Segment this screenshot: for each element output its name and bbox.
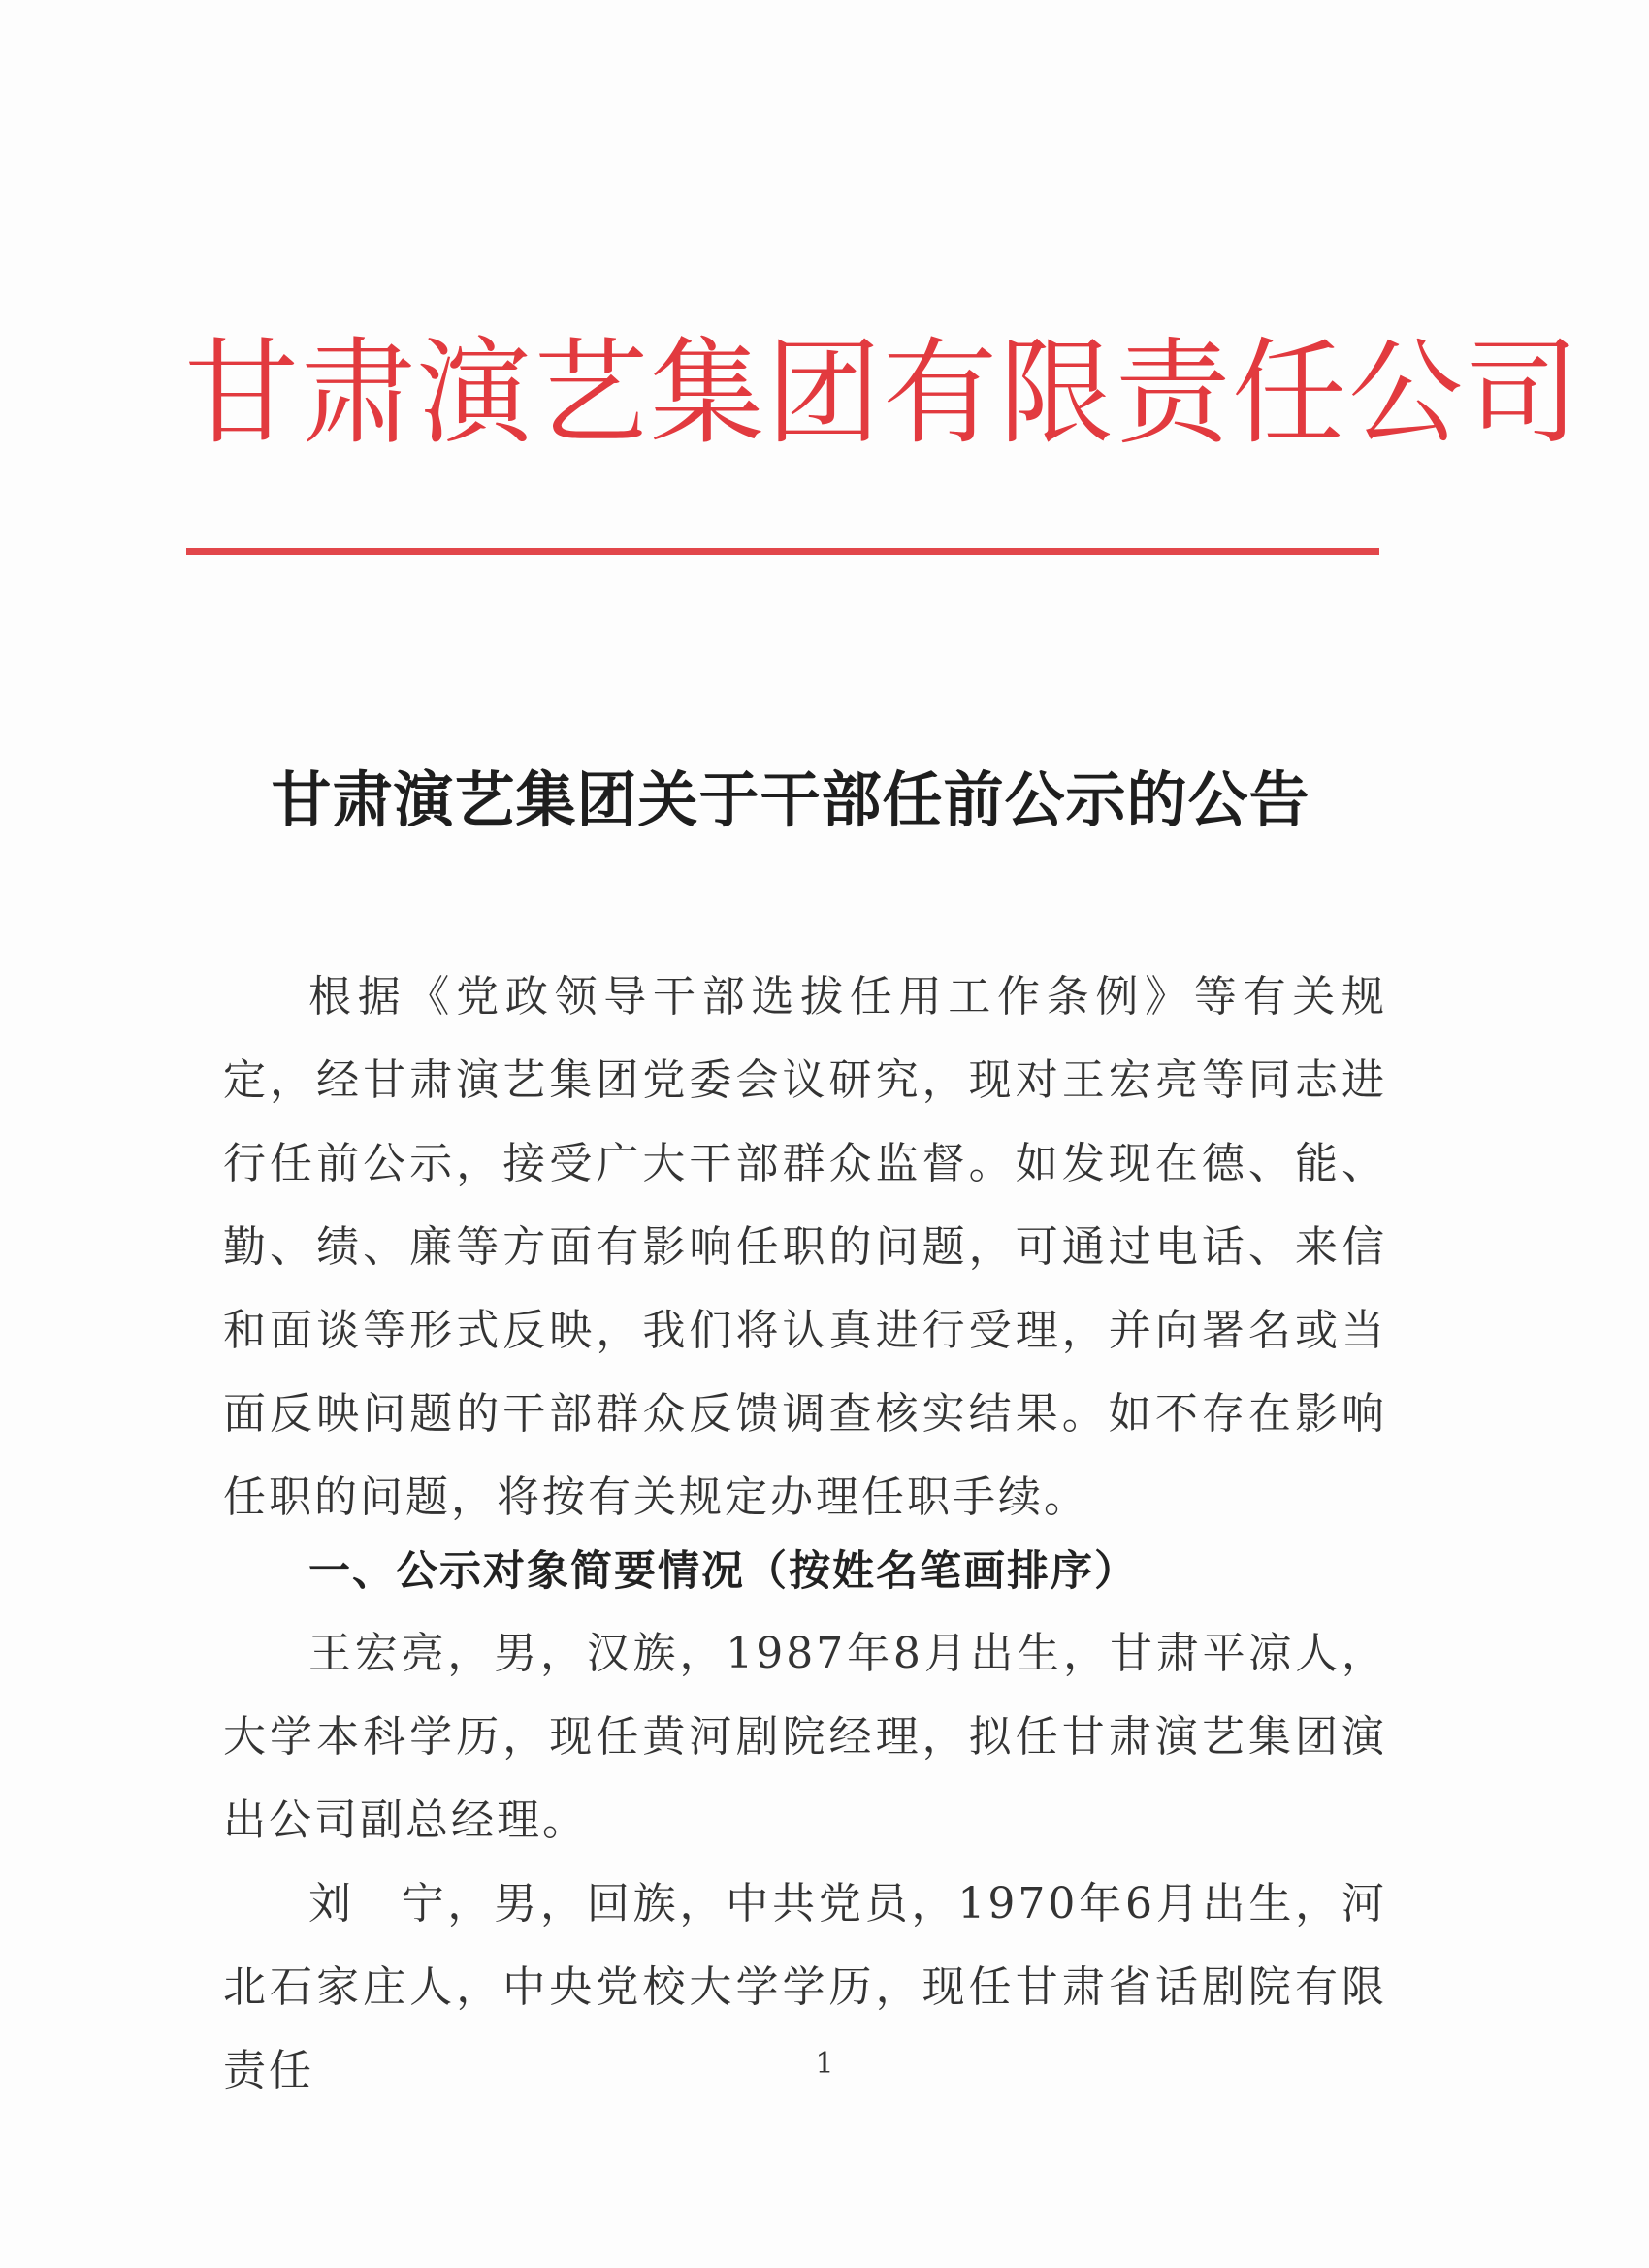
intro-section [223,956,1387,1539]
letterhead-org-name: 甘肃演艺集团有限责任公司 [184,326,1582,460]
candidate-section [223,1612,1387,2113]
page-number: 1 [815,2047,834,2081]
intro-paragraph: 根据《党政领导干部选拔任用工作条例》等有关规定，经甘肃演艺集团党委会议研究，现对王宏亮等同志进行任前公示，接受广大干部群众监督。如发现在德、能、勤、绩、廉等方面有影响任职的问题，可通过电话、来信和面谈等形式反映，我们将认真进行受理，并向署名或当面反映问题的干部群众反馈调查核实结果。如不存在影响任职的问题，将按有关规定办理任职手续。 [223,972,1387,1522]
section-1-heading: 一、公示对象简要情况（按姓名笔画排序） [308,1547,1138,1596]
document-title: 甘肃演艺集团关于干部任前公示的公告 [271,764,1310,835]
candidate-paragraph: 王宏亮，男，汉族，1987年8月出生，甘肃平凉人，大学本科学历，现任黄河剧院经理，拟任甘肃演艺集团演出公司副总经理。 [223,1629,1388,1845]
letterhead-red-rule [186,548,1379,555]
candidate-paragraph: 刘 宁，男，回族，中共党员，1970年6月出生，河北石家庄人，中央党校大学学历，现任甘肃省话剧院有限责任 [223,1879,1387,2095]
